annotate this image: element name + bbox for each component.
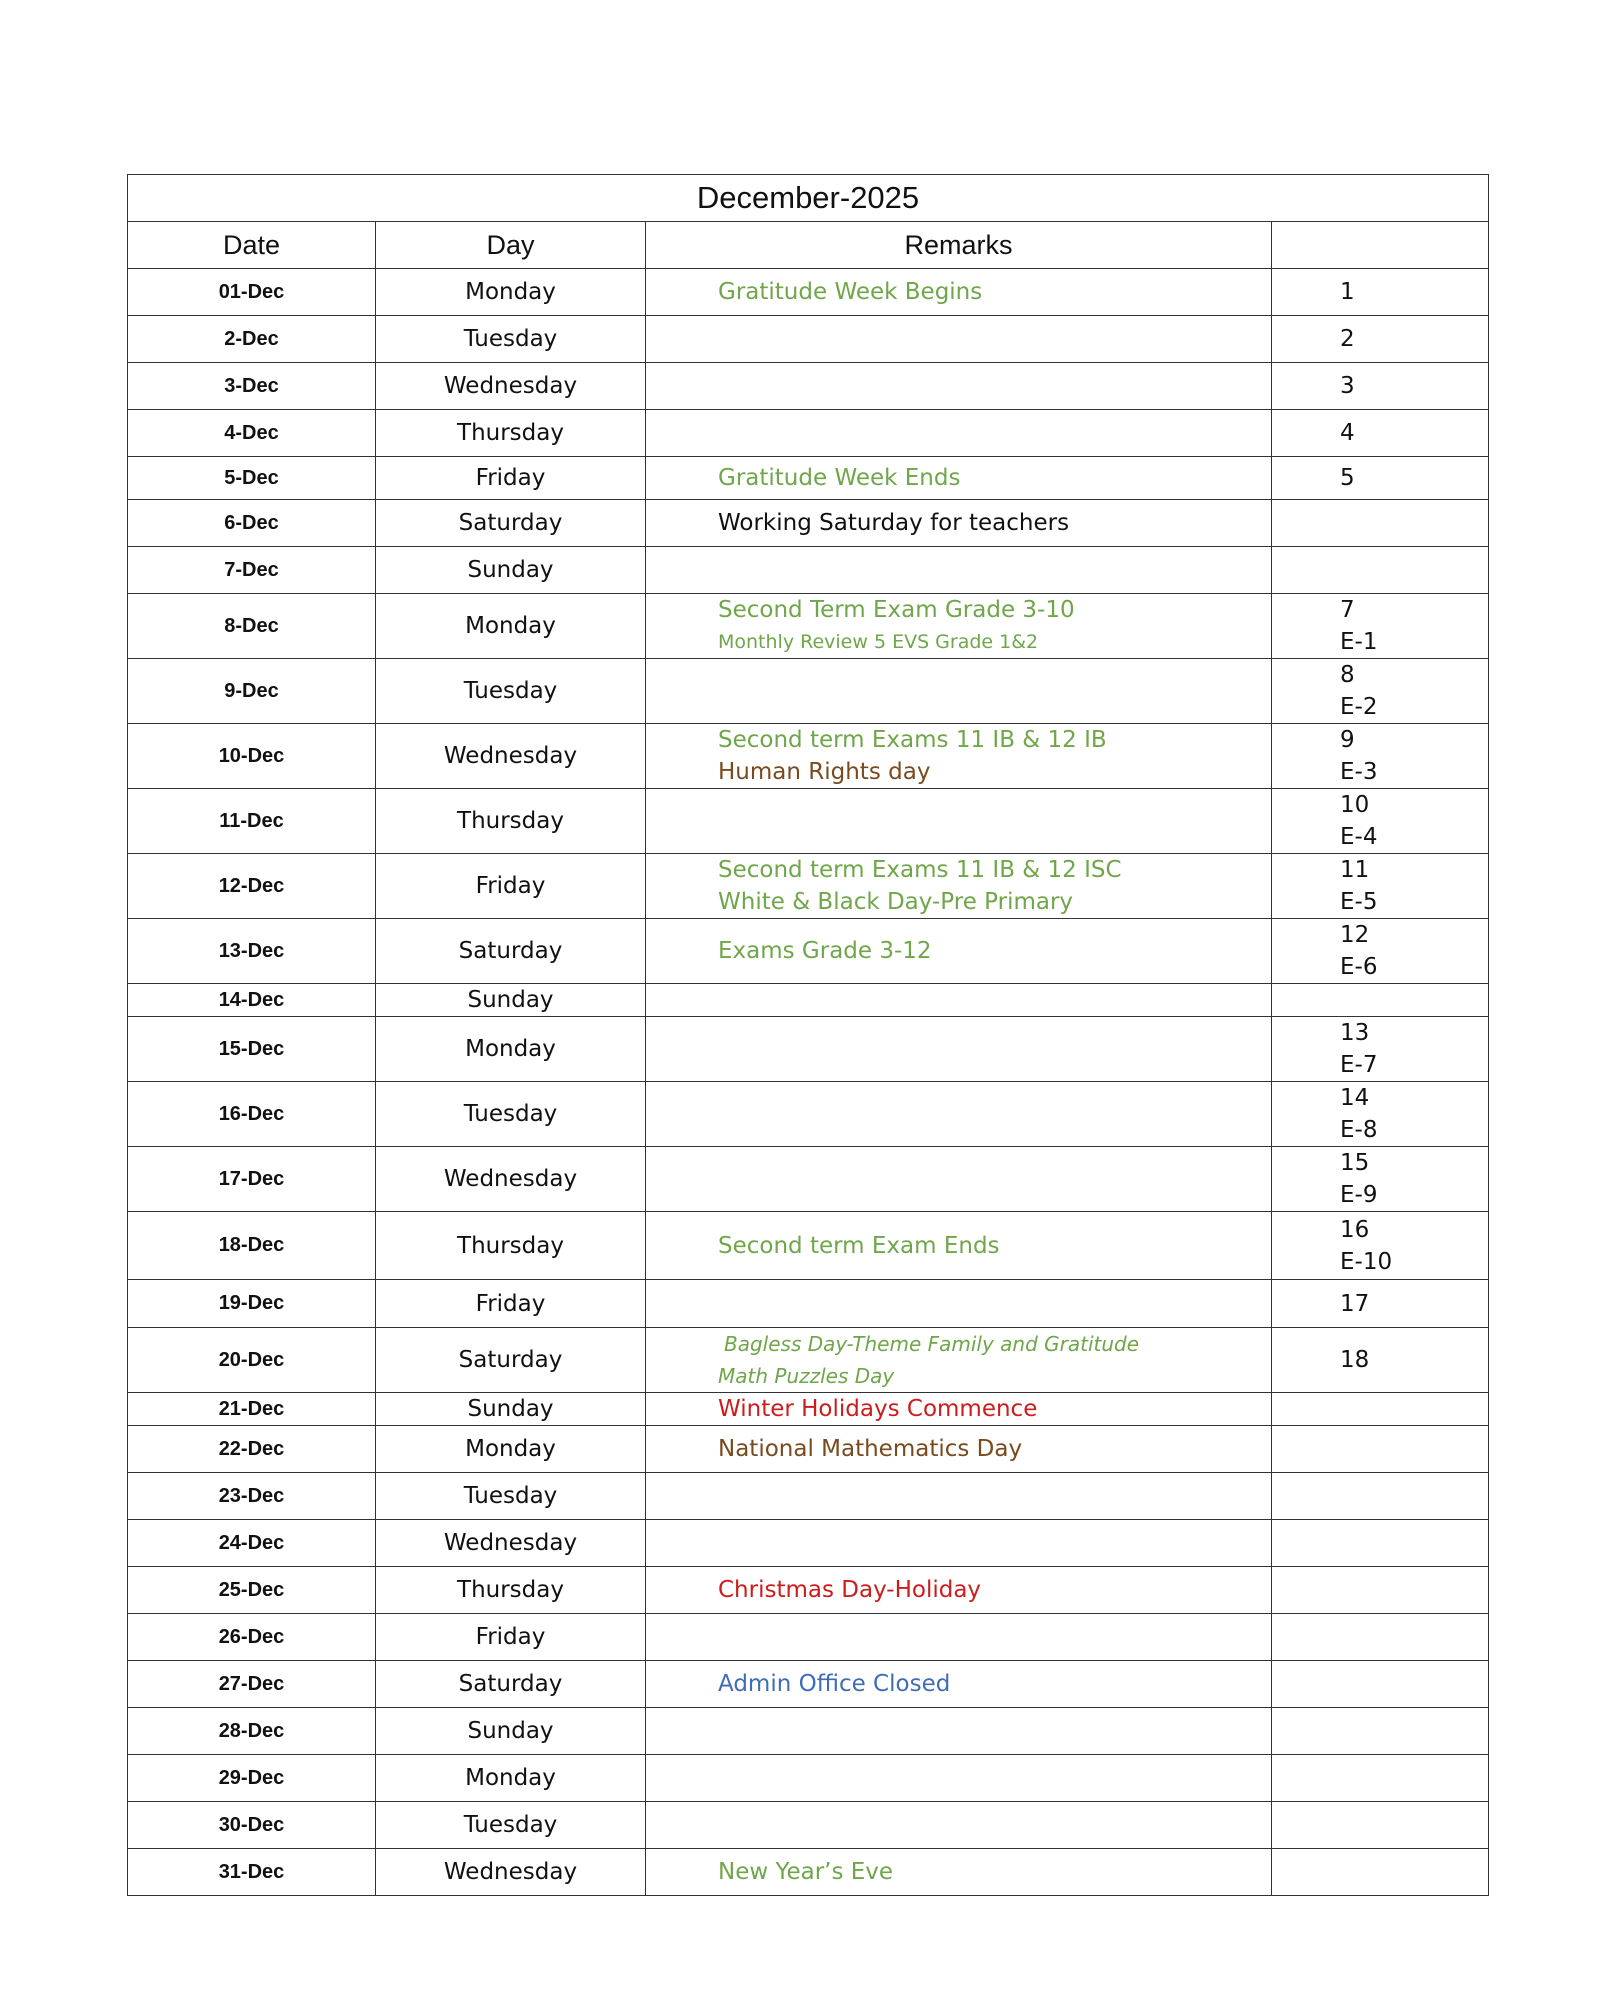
day-cell: Wednesday: [376, 1147, 646, 1212]
date-cell: 21-Dec: [128, 1393, 376, 1426]
number-cell: [1272, 854, 1489, 919]
day-cell: Monday: [376, 1755, 646, 1802]
number-cell: [1272, 316, 1489, 363]
day-number: 1: [1340, 279, 1355, 305]
calendar-title: December-2025: [128, 175, 1489, 222]
day-number: 8: [1340, 662, 1355, 688]
remark-text: Admin Office Closed: [718, 1671, 951, 1697]
remarks-cell: [646, 594, 1272, 659]
date-cell: 7-Dec: [128, 547, 376, 594]
day-cell: Thursday: [376, 410, 646, 457]
number-cell: [1272, 1520, 1489, 1567]
date-cell: 25-Dec: [128, 1567, 376, 1614]
exam-day-label: E-9: [1340, 1182, 1378, 1208]
exam-day-label: E-2: [1340, 694, 1378, 720]
table-row: [128, 1082, 1489, 1147]
remarks-cell: [646, 1082, 1272, 1147]
number-cell: [1272, 1849, 1489, 1896]
day-cell: Sunday: [376, 984, 646, 1017]
day-number: 7: [1340, 597, 1355, 623]
exam-day-label: E-10: [1340, 1248, 1393, 1275]
number-cell: [1272, 1755, 1489, 1802]
number-cell: [1272, 789, 1489, 854]
number-cell: [1272, 1567, 1489, 1614]
day-number: 17: [1340, 1290, 1370, 1317]
table-row: [128, 1393, 1489, 1426]
date-cell: 6-Dec: [128, 500, 376, 547]
table-row: [128, 1567, 1489, 1614]
date-cell: 24-Dec: [128, 1520, 376, 1567]
remark-text: New Year’s Eve: [718, 1859, 894, 1885]
date-cell: 9-Dec: [128, 659, 376, 724]
remark-text: Winter Holidays Commence: [718, 1396, 1038, 1422]
number-cell: [1272, 363, 1489, 410]
day-cell: Sunday: [376, 1393, 646, 1426]
date-cell: 29-Dec: [128, 1755, 376, 1802]
remark-text: Math Puzzles Day: [718, 1364, 895, 1388]
day-cell: Wednesday: [376, 724, 646, 789]
title-row: [128, 175, 1489, 222]
date-cell: 10-Dec: [128, 724, 376, 789]
remarks-cell: [646, 500, 1272, 547]
number-cell: [1272, 1328, 1489, 1393]
header-row: [128, 222, 1489, 269]
number-cell: [1272, 1802, 1489, 1849]
date-cell: 28-Dec: [128, 1708, 376, 1755]
number-cell: [1272, 1708, 1489, 1755]
calendar-table: [127, 174, 1489, 1896]
remarks-cell: [646, 1755, 1272, 1802]
remarks-cell: [646, 1017, 1272, 1082]
remark-text: Gratitude Week Begins: [718, 279, 983, 305]
date-cell: 13-Dec: [128, 919, 376, 984]
date-cell: 5-Dec: [128, 457, 376, 500]
day-cell: Monday: [376, 269, 646, 316]
table-row: [128, 724, 1489, 789]
day-cell: Thursday: [376, 1567, 646, 1614]
number-cell: [1272, 594, 1489, 659]
remarks-cell: [646, 1426, 1272, 1473]
date-cell: 19-Dec: [128, 1280, 376, 1328]
date-cell: 11-Dec: [128, 789, 376, 854]
day-number: 12: [1340, 922, 1370, 948]
day-cell: Friday: [376, 1614, 646, 1661]
date-cell: 23-Dec: [128, 1473, 376, 1520]
day-cell: Saturday: [376, 1661, 646, 1708]
remark-text: Monthly Review 5 EVS Grade 1&2: [718, 631, 1039, 653]
remarks-cell: [646, 269, 1272, 316]
date-cell: 22-Dec: [128, 1426, 376, 1473]
number-cell: [1272, 1426, 1489, 1473]
number-cell: [1272, 724, 1489, 789]
day-cell: Tuesday: [376, 1082, 646, 1147]
number-cell: [1272, 1082, 1489, 1147]
date-cell: 01-Dec: [128, 269, 376, 316]
table-row: [128, 919, 1489, 984]
table-row: [128, 659, 1489, 724]
table-row: [128, 500, 1489, 547]
exam-day-label: E-7: [1340, 1052, 1378, 1078]
header-extra: [1272, 222, 1489, 269]
date-cell: 14-Dec: [128, 984, 376, 1017]
day-cell: Thursday: [376, 1212, 646, 1280]
date-cell: 27-Dec: [128, 1661, 376, 1708]
remarks-cell: [646, 659, 1272, 724]
remarks-cell: [646, 363, 1272, 410]
day-cell: Wednesday: [376, 1520, 646, 1567]
table-row: [128, 1212, 1489, 1280]
table-row: [128, 1849, 1489, 1896]
remarks-cell: [646, 1328, 1272, 1393]
calendar-body: [128, 269, 1489, 1896]
day-number: 13: [1340, 1020, 1370, 1046]
day-number: 11: [1340, 857, 1370, 883]
remark-text: Gratitude Week Ends: [718, 465, 961, 491]
day-number: 15: [1340, 1150, 1370, 1176]
day-cell: Friday: [376, 854, 646, 919]
remark-text: Bagless Day-Theme Family and Gratitude: [724, 1332, 1140, 1356]
header-date: Date: [128, 222, 376, 269]
table-row: [128, 1614, 1489, 1661]
date-cell: 8-Dec: [128, 594, 376, 659]
number-cell: [1272, 984, 1489, 1017]
table-row: [128, 1473, 1489, 1520]
date-cell: 18-Dec: [128, 1212, 376, 1280]
table-row: [128, 1708, 1489, 1755]
date-cell: 20-Dec: [128, 1328, 376, 1393]
remarks-cell: [646, 724, 1272, 789]
date-cell: 30-Dec: [128, 1802, 376, 1849]
remark-text: Christmas Day-Holiday: [718, 1577, 982, 1603]
day-cell: Tuesday: [376, 659, 646, 724]
remark-text: Second term Exams 11 IB & 12 ISC: [718, 857, 1122, 883]
date-cell: 16-Dec: [128, 1082, 376, 1147]
calendar-sheet: [127, 174, 1488, 1896]
day-number: 3: [1340, 373, 1355, 399]
remarks-cell: [646, 457, 1272, 500]
remarks-cell: [646, 1614, 1272, 1661]
day-cell: Saturday: [376, 1328, 646, 1393]
table-row: [128, 457, 1489, 500]
remarks-cell: [646, 1393, 1272, 1426]
day-number: 10: [1340, 792, 1370, 818]
remarks-cell: [646, 1280, 1272, 1328]
table-row: [128, 1426, 1489, 1473]
remarks-cell: [646, 1147, 1272, 1212]
day-cell: Friday: [376, 457, 646, 500]
header-remarks: Remarks: [646, 222, 1272, 269]
day-cell: Tuesday: [376, 316, 646, 363]
day-number: 9: [1340, 727, 1355, 753]
date-cell: 2-Dec: [128, 316, 376, 363]
date-cell: 15-Dec: [128, 1017, 376, 1082]
table-row: [128, 1802, 1489, 1849]
remarks-cell: [646, 1661, 1272, 1708]
number-cell: [1272, 457, 1489, 500]
remark-text: National Mathematics Day: [718, 1436, 1023, 1462]
remarks-cell: [646, 1802, 1272, 1849]
remarks-cell: [646, 984, 1272, 1017]
table-row: [128, 363, 1489, 410]
table-row: [128, 1328, 1489, 1393]
exam-day-label: E-4: [1340, 824, 1378, 850]
remarks-cell: [646, 1212, 1272, 1280]
remarks-cell: [646, 1520, 1272, 1567]
date-cell: 17-Dec: [128, 1147, 376, 1212]
remark-text: Working Saturday for teachers: [718, 510, 1070, 536]
day-cell: Tuesday: [376, 1473, 646, 1520]
exam-day-label: E-8: [1340, 1117, 1378, 1143]
table-row: [128, 1017, 1489, 1082]
remarks-cell: [646, 547, 1272, 594]
day-cell: Sunday: [376, 1708, 646, 1755]
day-number: 4: [1340, 420, 1355, 446]
table-row: [128, 1755, 1489, 1802]
number-cell: [1272, 1473, 1489, 1520]
exam-day-label: E-6: [1340, 954, 1378, 980]
remark-text: Exams Grade 3-12: [718, 938, 932, 964]
day-number: 16: [1340, 1216, 1370, 1243]
remarks-cell: [646, 1567, 1272, 1614]
exam-day-label: E-3: [1340, 759, 1378, 785]
day-cell: Monday: [376, 1017, 646, 1082]
table-row: [128, 547, 1489, 594]
header-day: Day: [376, 222, 646, 269]
number-cell: [1272, 500, 1489, 547]
remarks-cell: [646, 316, 1272, 363]
day-cell: Thursday: [376, 789, 646, 854]
date-cell: 4-Dec: [128, 410, 376, 457]
day-number: 5: [1340, 465, 1355, 491]
table-row: [128, 269, 1489, 316]
number-cell: [1272, 1280, 1489, 1328]
number-cell: [1272, 919, 1489, 984]
day-cell: Wednesday: [376, 1849, 646, 1896]
number-cell: [1272, 410, 1489, 457]
day-cell: Saturday: [376, 919, 646, 984]
date-cell: 31-Dec: [128, 1849, 376, 1896]
day-number: 18: [1340, 1347, 1370, 1373]
remark-text: Human Rights day: [718, 759, 931, 785]
remarks-cell: [646, 919, 1272, 984]
day-number: 2: [1340, 326, 1355, 352]
day-cell: Wednesday: [376, 363, 646, 410]
exam-day-label: E-1: [1340, 629, 1378, 655]
number-cell: [1272, 1614, 1489, 1661]
table-row: [128, 1147, 1489, 1212]
remarks-cell: [646, 1708, 1272, 1755]
exam-day-label: E-5: [1340, 889, 1378, 915]
table-row: [128, 1661, 1489, 1708]
table-row: [128, 1280, 1489, 1328]
date-cell: 26-Dec: [128, 1614, 376, 1661]
remark-text: White & Black Day-Pre Primary: [718, 889, 1074, 915]
remark-text: Second term Exams 11 IB & 12 IB: [718, 727, 1107, 753]
number-cell: [1272, 269, 1489, 316]
number-cell: [1272, 1017, 1489, 1082]
table-row: [128, 594, 1489, 659]
number-cell: [1272, 1147, 1489, 1212]
remarks-cell: [646, 854, 1272, 919]
table-row: [128, 984, 1489, 1017]
day-cell: Friday: [376, 1280, 646, 1328]
table-row: [128, 410, 1489, 457]
date-cell: 3-Dec: [128, 363, 376, 410]
day-cell: Sunday: [376, 547, 646, 594]
day-cell: Monday: [376, 594, 646, 659]
table-row: [128, 1520, 1489, 1567]
remark-text: Second term Exam Ends: [718, 1232, 1000, 1259]
table-row: [128, 854, 1489, 919]
remarks-cell: [646, 1473, 1272, 1520]
date-cell: 12-Dec: [128, 854, 376, 919]
number-cell: [1272, 547, 1489, 594]
table-row: [128, 789, 1489, 854]
table-row: [128, 316, 1489, 363]
number-cell: [1272, 1661, 1489, 1708]
day-cell: Saturday: [376, 500, 646, 547]
remarks-cell: [646, 1849, 1272, 1896]
day-cell: Tuesday: [376, 1802, 646, 1849]
day-cell: Monday: [376, 1426, 646, 1473]
number-cell: [1272, 1212, 1489, 1280]
remark-text: Second Term Exam Grade 3-10: [718, 597, 1075, 623]
remarks-cell: [646, 410, 1272, 457]
number-cell: [1272, 1393, 1489, 1426]
day-number: 14: [1340, 1085, 1370, 1111]
remarks-cell: [646, 789, 1272, 854]
number-cell: [1272, 659, 1489, 724]
